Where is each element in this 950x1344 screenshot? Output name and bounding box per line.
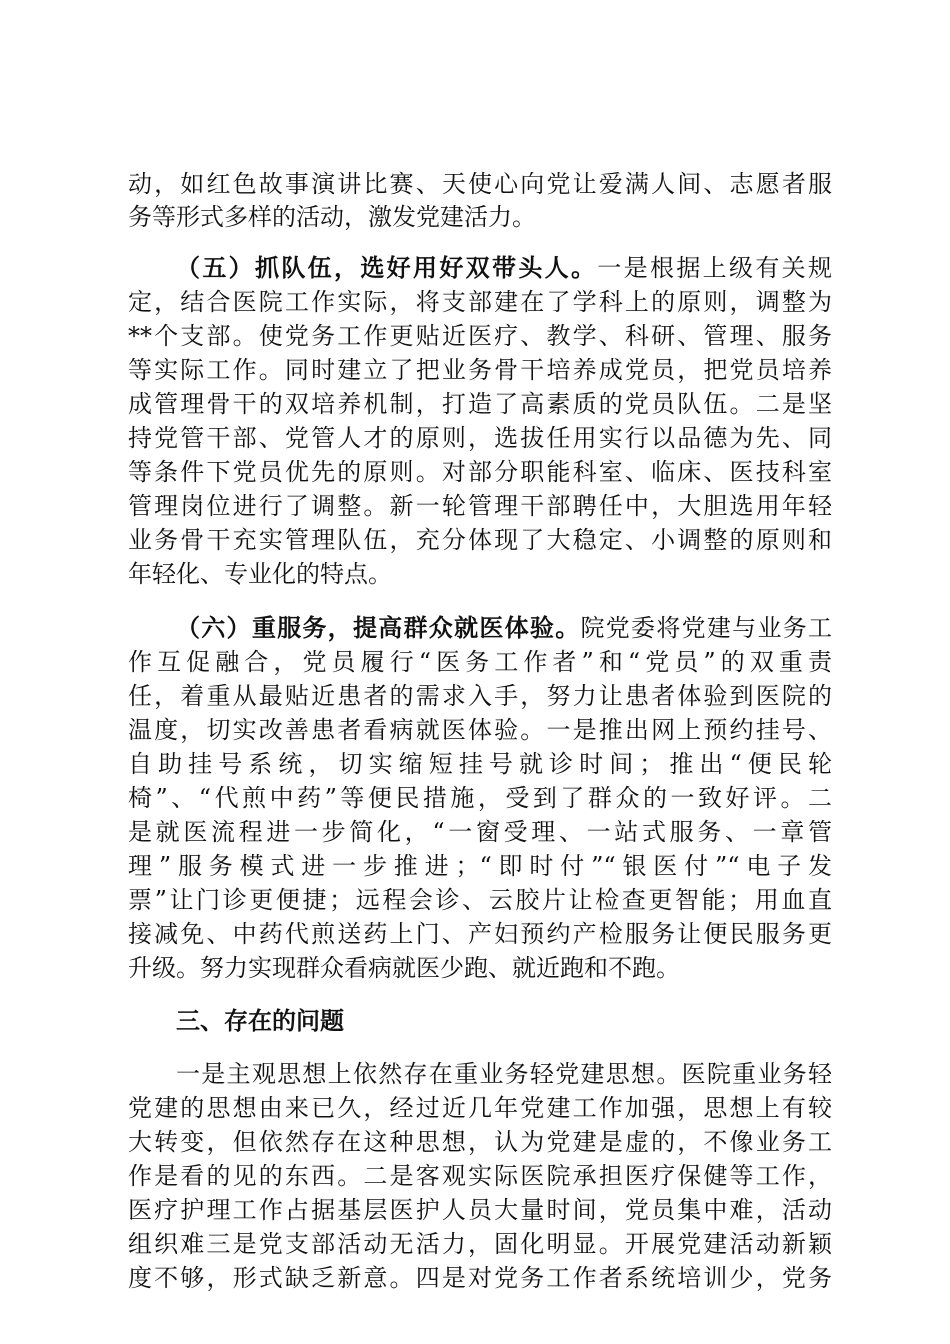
problems-line: 医疗护理工作占据基层医护人员大量时间，党员集中难，活动 [128, 1196, 832, 1224]
p5-title: （五）抓队伍，选好用好双带头人。 [176, 254, 598, 282]
p5-line: 成管理骨干的双培养机制，打造了高素质的党员队伍。二是坚 [128, 390, 832, 418]
p6-first-rest: 院党委将党建与业务工 [580, 614, 832, 642]
p5-line: 持党管干部、党管人才的原则，选拔任用实行以品德为先、同 [128, 424, 832, 452]
p6-line: 是就医流程进一步简化，“一窗受理、一站式服务、一章管 [128, 818, 832, 846]
p5-line: **个支部。使党务工作更贴近医疗、教学、科研、管理、服务 [128, 322, 832, 350]
p6-line: 任，着重从最贴近患者的需求入手，努力让患者体验到医院的 [128, 682, 832, 710]
p5-first-line [176, 250, 832, 286]
section-heading: 三、存在的问题 [176, 1007, 344, 1035]
p6-title: （六）重服务，提高群众就医体验。 [176, 614, 581, 642]
problems-first-line: 一是主观思想上依然存在重业务轻党建思想。医院重业务轻 [176, 1060, 832, 1088]
p6-line: 作互促融合，党员履行“医务工作者”和“党员”的双重责 [128, 648, 832, 676]
problems-line: 党建的思想由来已久，经过近几年党建工作加强，思想上有较 [128, 1094, 832, 1122]
p5-line: 定，结合医院工作实际，将支部建在了学科上的原则，调整为 [128, 288, 832, 316]
intro-line-2: 务等形式多样的活动，激发党建活力。 [128, 203, 536, 231]
p6-first-line [176, 610, 832, 646]
p5-line: 等实际工作。同时建立了把业务骨干培养成党员，把党员培养 [128, 356, 832, 384]
p5-line: 业务骨干充实管理队伍，充分体现了大稳定、小调整的原则和 [128, 526, 832, 554]
p5-line: 管理岗位进行了调整。新一轮管理干部聘任中，大胆选用年轻 [128, 492, 832, 520]
p5-line: 等条件下党员优先的原则。对部分职能科室、临床、医技科室 [128, 458, 832, 486]
problems-line: 大转变，但依然存在这种思想，认为党建是虚的，不像业务工 [128, 1128, 832, 1156]
p5-first-rest: 一是根据上级有关规 [597, 254, 832, 282]
p5-line: 年轻化、专业化的特点。 [128, 560, 392, 588]
p6-line: 温度，切实改善患者看病就医体验。一是推出网上预约挂号、 [128, 716, 832, 744]
p6-line: 椅”、“代煎中药”等便民措施，受到了群众的一致好评。二 [128, 784, 832, 812]
intro-line-1: 动，如红色故事演讲比赛、天使心向党让爱满人间、志愿者服 [128, 170, 832, 198]
problems-line: 作是看的见的东西。二是客观实际医院承担医疗保健等工作， [128, 1162, 832, 1190]
p6-line: 理”服务模式进一步推进；“即时付”“银医付”“电子发 [128, 852, 832, 880]
p6-line: 票”让门诊更便捷；远程会诊、云胶片让检查更智能；用血直 [128, 886, 832, 914]
p6-line: 升级。努力实现群众看病就医少跑、就近跑和不跑。 [128, 954, 680, 982]
problems-line: 度不够，形式缺乏新意。四是对党务工作者系统培训少，党务 [128, 1264, 832, 1292]
p6-line: 接减免、中药代煎送药上门、产妇预约产检服务让便民服务更 [128, 920, 832, 948]
p6-line: 自助挂号系统，切实缩短挂号就诊时间；推出“便民轮 [128, 750, 832, 778]
problems-line: 组织难三是党支部活动无活力，固化明显。开展党建活动新颖 [128, 1230, 832, 1258]
